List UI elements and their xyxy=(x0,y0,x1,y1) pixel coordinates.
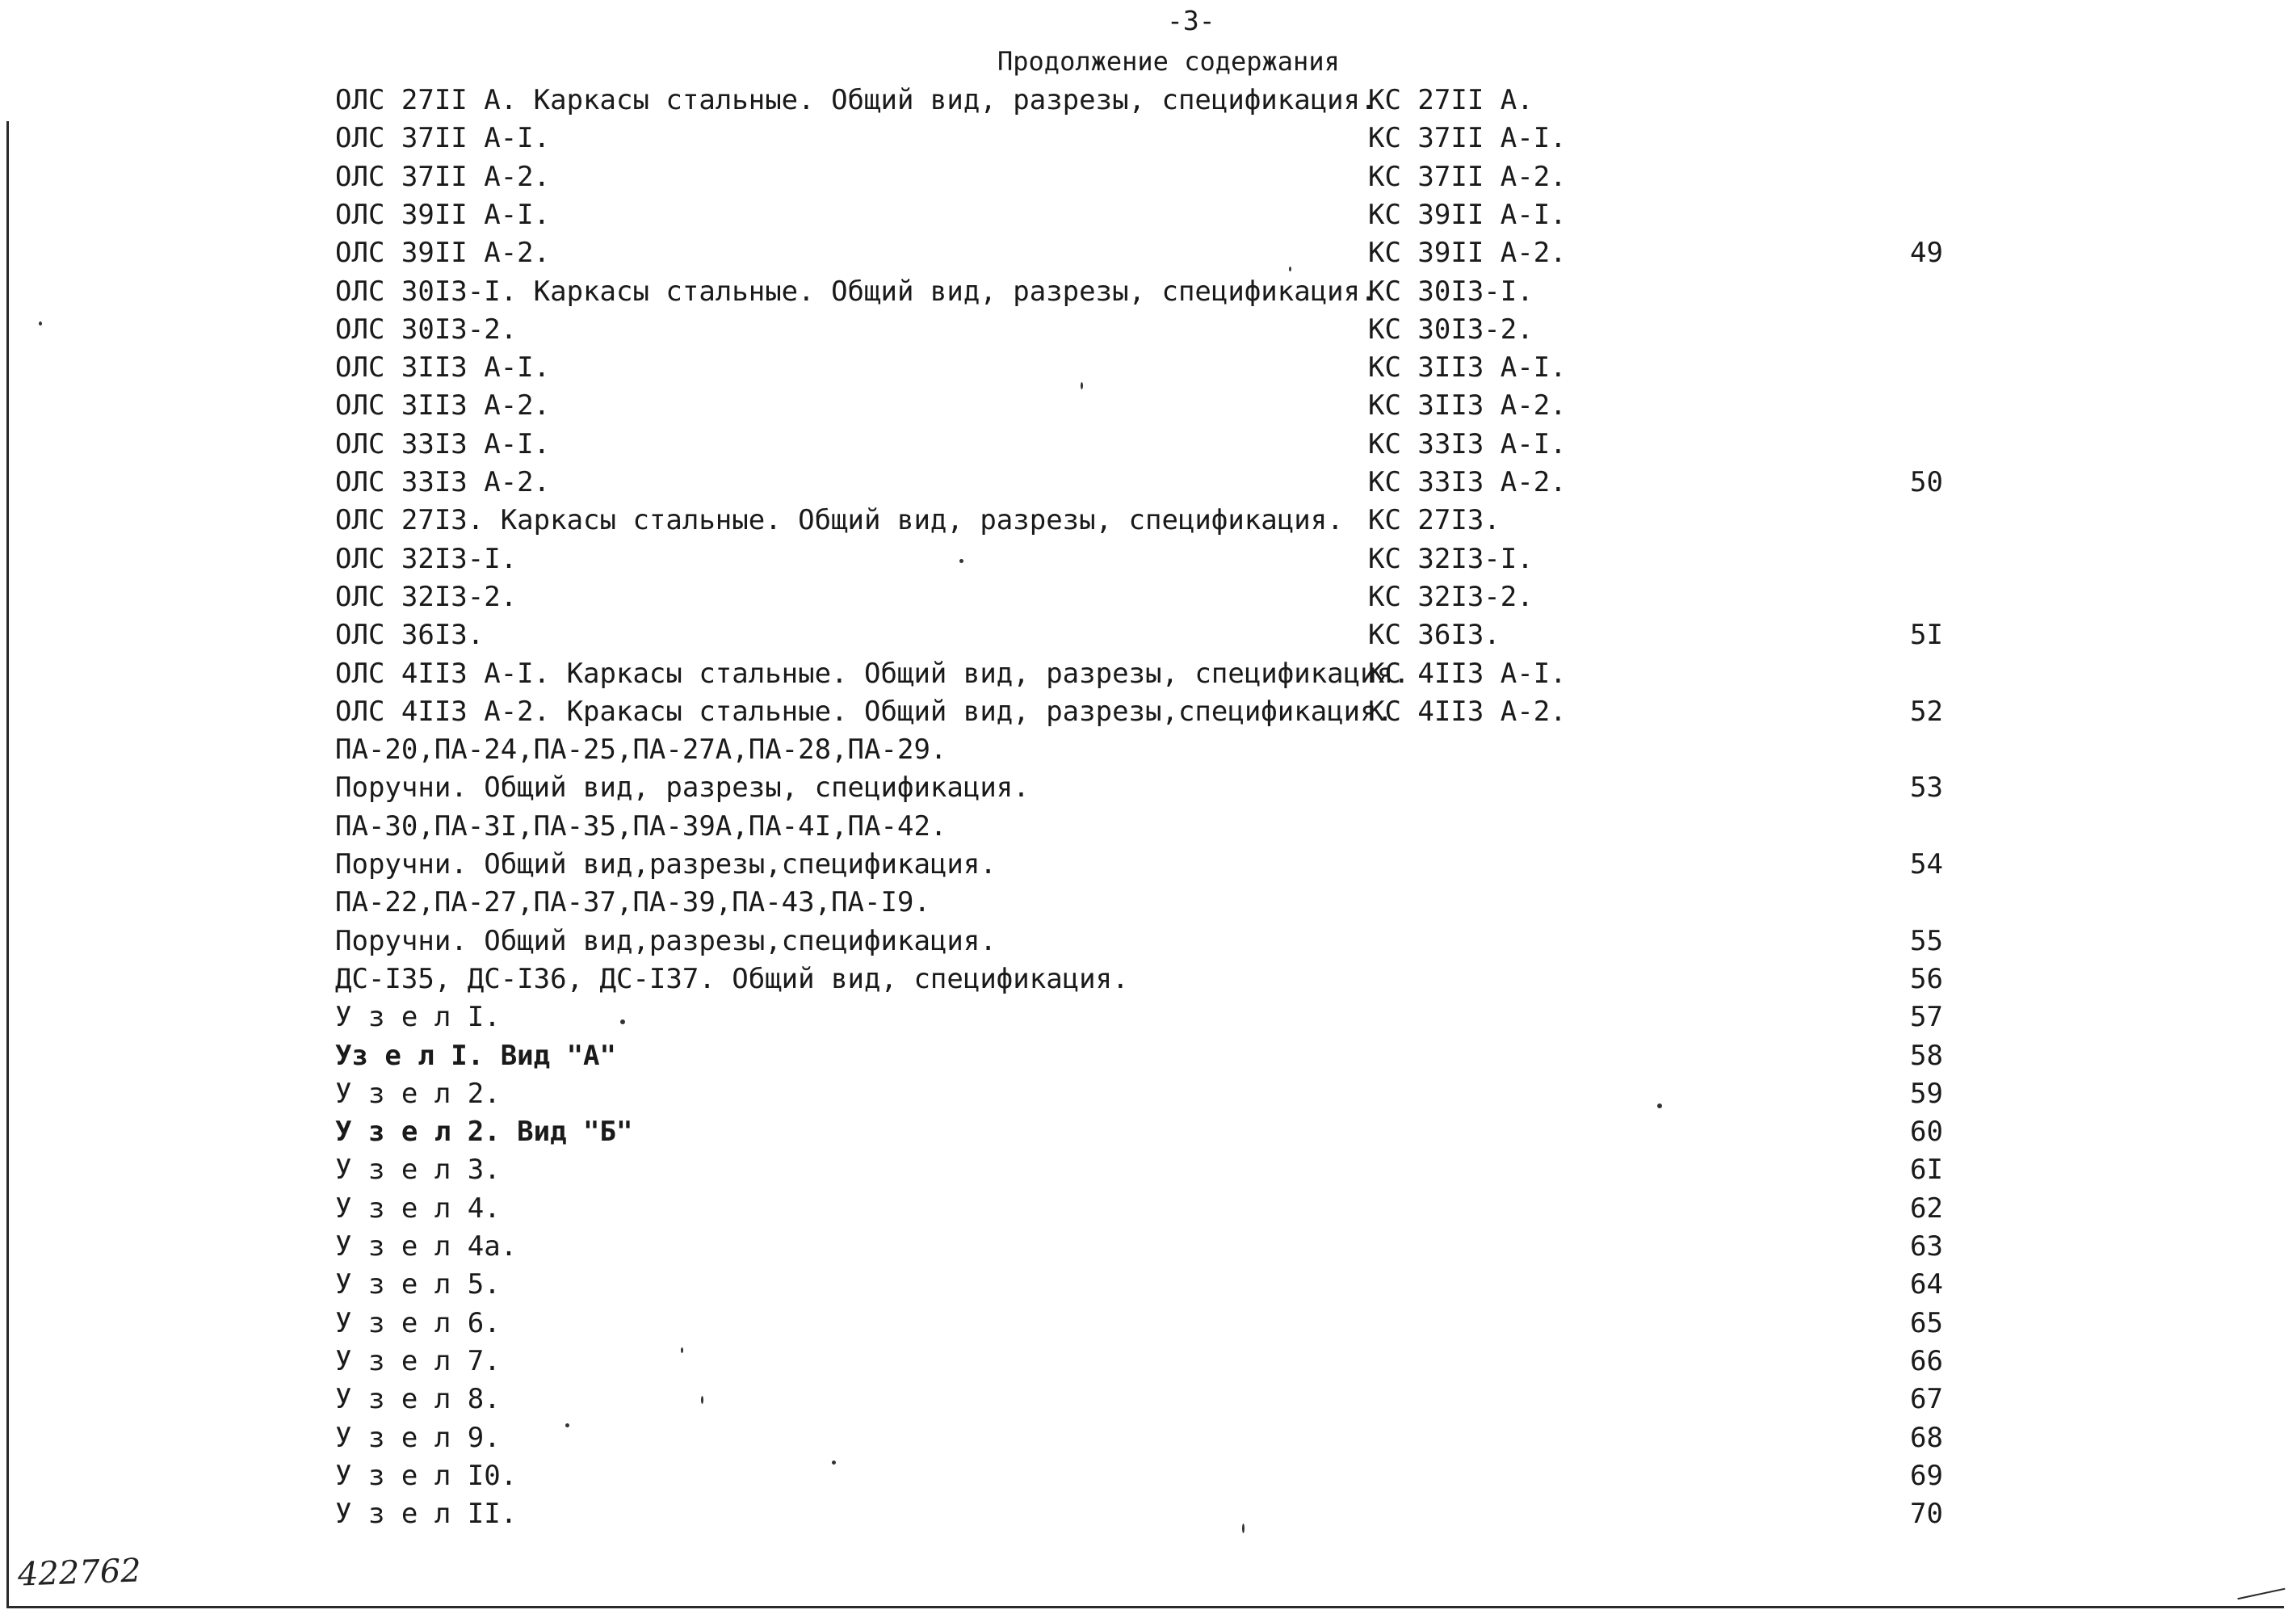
toc-entry-code: КС 36I3. xyxy=(1368,619,1501,652)
toc-entry-title: У з е л 4. xyxy=(335,1192,501,1225)
toc-entry-title: У з е л 4а. xyxy=(335,1230,518,1263)
toc-entry-page: 70 xyxy=(1910,1498,1943,1531)
toc-entry-title: У з е л 5. xyxy=(335,1268,501,1301)
scan-speck xyxy=(620,1019,625,1024)
frame-bottom-border xyxy=(6,1606,2284,1608)
toc-entry-title: ОЛС 4II3 А-2. Кракасы стальные. Общий вид, разрезы,спецификация. xyxy=(335,695,1394,728)
scan-speck xyxy=(959,559,963,563)
toc-entry-page: 58 xyxy=(1910,1039,1943,1072)
scan-speck xyxy=(1081,382,1083,389)
handwritten-archive-number: 422762 xyxy=(17,1552,142,1594)
toc-entry-title: ОЛС 33I3 А-I. xyxy=(335,427,551,460)
toc-entry-title: У з е л 6. xyxy=(335,1306,501,1339)
toc-entry-title: ПА-20,ПА-24,ПА-25,ПА-27А,ПА-28,ПА-29. xyxy=(335,733,947,767)
toc-entry-page: 55 xyxy=(1910,924,1943,957)
toc-entry-page: 67 xyxy=(1910,1383,1943,1416)
toc-entry-page: 63 xyxy=(1910,1230,1943,1263)
toc-entry-title: ПА-30,ПА-3I,ПА-35,ПА-39А,ПА-4I,ПА-42. xyxy=(335,809,947,843)
toc-entry-title: У з е л 8. xyxy=(335,1383,501,1416)
toc-entry-title: ОЛС 3II3 А-I. xyxy=(335,351,551,385)
toc-entry-title: ОЛС 37II А-I. xyxy=(335,122,551,155)
toc-entry-title: У з е л 2. xyxy=(335,1077,501,1110)
toc-entry-page: 69 xyxy=(1910,1459,1943,1492)
toc-entry-page: 64 xyxy=(1910,1268,1943,1301)
scan-speck xyxy=(681,1347,683,1353)
toc-entry-title: У з е л 9. xyxy=(335,1421,501,1454)
toc-entry-code: КС 30I3-I. xyxy=(1368,275,1534,308)
scan-speck xyxy=(1242,1524,1245,1533)
toc-entry-title: Поручни. Общий вид,разрезы,спецификация. xyxy=(335,924,997,957)
scan-speck xyxy=(565,1423,569,1427)
toc-entry-page: 53 xyxy=(1910,771,1943,805)
toc-entry-title: ОЛС 36I3. xyxy=(335,619,485,652)
toc-entry-code: КС 37II А-2. xyxy=(1368,160,1567,193)
toc-entry-title: У з е л 3. xyxy=(335,1154,501,1187)
toc-entry-code: КС 4II3 А-I. xyxy=(1368,657,1567,690)
toc-entry-code: КС 32I3-2. xyxy=(1368,580,1534,613)
toc-entry-page: 68 xyxy=(1910,1421,1943,1454)
toc-entry-title: У з е л II. xyxy=(335,1498,518,1531)
toc-entry-title: ОЛС 4II3 А-I. Каркасы стальные. Общий вид, разрезы, спецификация. xyxy=(335,657,1410,690)
toc-entry-title: ОЛС 39II А-2. xyxy=(335,237,551,270)
toc-entry-code: КС 33I3 А-2. xyxy=(1368,466,1567,498)
page-heading: Продолжение содержания xyxy=(997,46,1340,77)
frame-corner-mark xyxy=(2237,1588,2285,1599)
toc-entry-page: 56 xyxy=(1910,962,1943,995)
scan-speck xyxy=(39,322,42,326)
toc-entry-title: ОЛС 30I3-I. Каркасы стальные. Общий вид, разрезы, спецификация. xyxy=(335,275,1377,308)
page-number: -3- xyxy=(1167,5,1215,36)
toc-entry-code: КС 39II А-2. xyxy=(1368,237,1567,270)
toc-entry-page: 49 xyxy=(1910,237,1943,270)
toc-entry-title: Поручни. Общий вид,разрезы,спецификация. xyxy=(335,848,997,881)
toc-entry-code: КС 27II А. xyxy=(1368,84,1534,116)
toc-entry-page: 6I xyxy=(1910,1154,1943,1187)
scan-speck xyxy=(1657,1103,1662,1108)
toc-entry-title: Уз е л I. Вид "А" xyxy=(335,1039,616,1072)
scan-speck xyxy=(701,1396,703,1404)
toc-entry-title: ОЛС 33I3 А-2. xyxy=(335,466,551,498)
toc-entry-title: ОЛС 30I3-2. xyxy=(335,313,518,346)
toc-entry-page: 59 xyxy=(1910,1077,1943,1110)
toc-entry-title: ОЛС 27II А. Каркасы стальные. Общий вид, разрезы, спецификация. xyxy=(335,84,1377,116)
toc-entry-title: У з е л 7. xyxy=(335,1344,501,1377)
toc-entry-code: КС 37II А-I. xyxy=(1368,122,1567,155)
toc-entry-code: КС 3II3 А-2. xyxy=(1368,389,1567,422)
toc-entry-code: КС 3II3 А-I. xyxy=(1368,351,1567,385)
toc-entry-title: ОЛС 3II3 А-2. xyxy=(335,389,551,422)
toc-entry-title: Поручни. Общий вид, разрезы, спецификация. xyxy=(335,771,1030,805)
toc-entry-title: У з е л I. xyxy=(335,1001,501,1034)
toc-entry-code: КС 33I3 А-I. xyxy=(1368,427,1567,460)
toc-entry-title: ОЛС 32I3-I. xyxy=(335,542,518,575)
toc-entry-title: ПА-22,ПА-27,ПА-37,ПА-39,ПА-43,ПА-I9. xyxy=(335,886,930,919)
toc-entry-code: КС 30I3-2. xyxy=(1368,313,1534,346)
scan-speck xyxy=(832,1461,836,1465)
toc-entry-code: КС 32I3-I. xyxy=(1368,542,1534,575)
toc-entry-page: 62 xyxy=(1910,1192,1943,1225)
toc-entry-code: КС 27I3. xyxy=(1368,504,1501,537)
toc-entry-page: 60 xyxy=(1910,1116,1943,1149)
frame-left-border xyxy=(6,121,9,1608)
toc-entry-title: ОЛС 37II А-2. xyxy=(335,160,551,193)
toc-entry-code: КС 4II3 А-2. xyxy=(1368,695,1567,728)
scan-speck xyxy=(1289,267,1291,271)
toc-entry-page: 54 xyxy=(1910,848,1943,881)
toc-entry-title: ОЛС 32I3-2. xyxy=(335,580,518,613)
toc-entry-page: 66 xyxy=(1910,1344,1943,1377)
toc-entry-title: У з е л I0. xyxy=(335,1459,518,1492)
toc-entry-page: 52 xyxy=(1910,695,1943,728)
toc-entry-title: У з е л 2. Вид "Б" xyxy=(335,1116,633,1149)
toc-entry-code: КС 39II А-I. xyxy=(1368,198,1567,231)
toc-entry-title: ОЛС 27I3. Каркасы стальные. Общий вид, разрезы, спецификация. xyxy=(335,504,1344,537)
toc-entry-page: 65 xyxy=(1910,1306,1943,1339)
toc-entry-page: 50 xyxy=(1910,466,1943,498)
toc-entry-page: 5I xyxy=(1910,619,1943,652)
toc-entry-title: ДС-I35, ДС-I36, ДС-I37. Общий вид, спецификация. xyxy=(335,962,1129,995)
toc-entry-page: 57 xyxy=(1910,1001,1943,1034)
toc-entry-title: ОЛС 39II А-I. xyxy=(335,198,551,231)
